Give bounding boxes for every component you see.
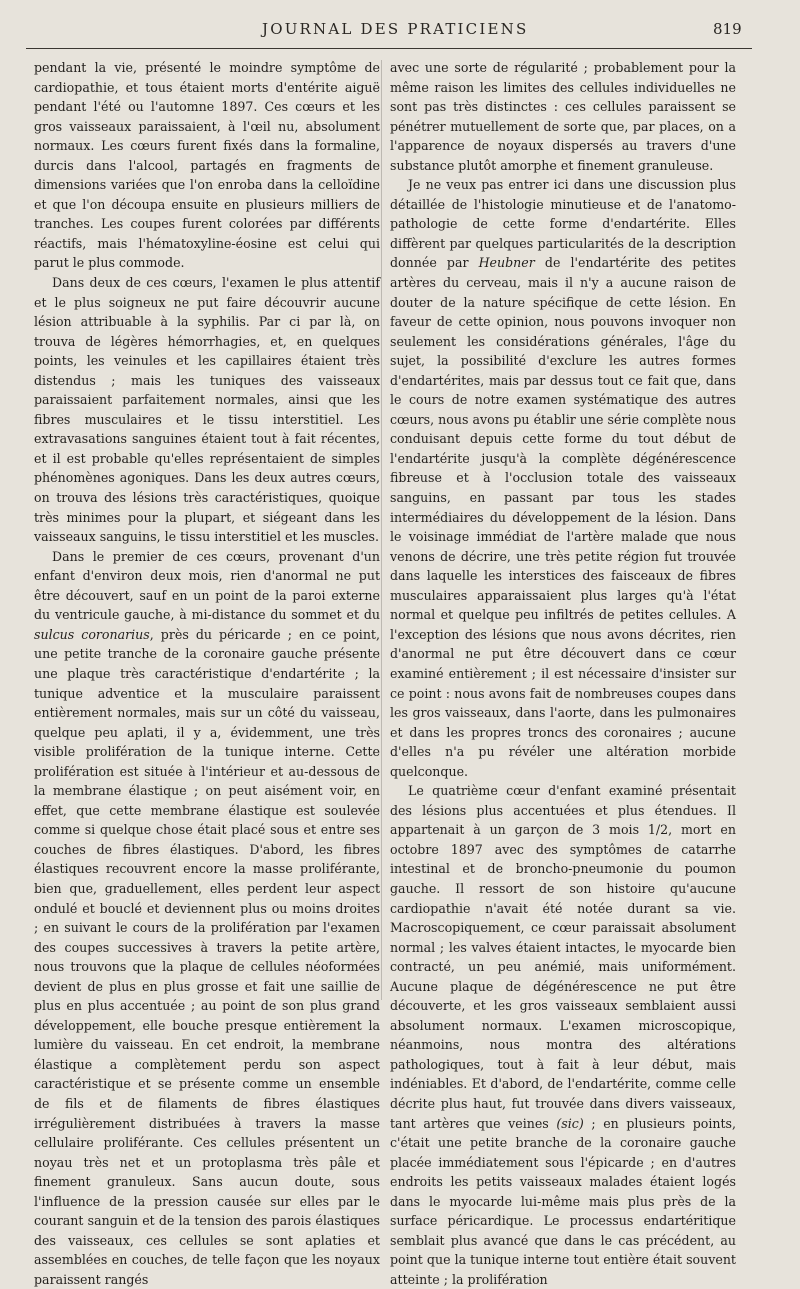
right-paragraph-2-text-a: Je ne veux pas entrer ici dans une discussion plus détaillée de l'histologie minutieuse et de l'anatomo-pathologie de cette forme d'endartérite. Elles diffèrent par quelques particularités de la description donnée par [390,177,736,271]
heubner-italic: Heubner [478,255,535,271]
left-paragraph-3-text-b: , près du péricarde ; en ce point, une petite tranche de la coronaire gauche présente une plaque très caractéristique d'endartérite ; la tunique adventice et la musculaire paraissent entièrement normales, mais sur un côté du vaisseau, quelque peu aplati, il y a, évidemment, une très visible prolifération de la tunique interne. Cette prolifération est située à l'intérieur et au-dessous de la membrane élastique ; on peut aisément voir, en effet, que cette membrane élastique est soulevée comme si quelque chose était placé sous et entre ses couches de fibres élastiques. D'abord, les fibres élastiques recouvrent encore la masse proliférante, bien que, graduellement, elles perdent leur aspect ondulé et bouclé et deviennent plus ou moins droites ; en suivant le cours de la prolifération par l'examen des coupes successives à travers la petite artère, nous trouvons que la plaque de cellules néoformées devient de plus en plus grosse et fait une saillie de plus en plus accentuée ; au point de son plus grand développement, elle bouche presque entièrement la lumière du vaisseau. En cet endroit, la membrane élastique a complètement perdu son aspect caractéristique et se présente comme un ensemble de fils et de filaments de fibres élastiques irrégulièrement distribuées à travers la masse cellulaire proliférante. Ces cellules présentent un noyau très net et un protoplasma très pâle et finement granuleux. Sans aucun doute, sous l'influence de la pression causée sur elles par le courant sanguin et de la tension des parois élastiques des vaisseaux, ces cellules se sont aplaties et assemblées en couches, de telle façon que les noyaux paraissent rangés [34,626,380,1287]
sic-italic: (sic) [556,1115,584,1131]
right-paragraph-2-text-b: de l'endartérite des petites artères du cerveau, mais il n'y a aucune raison de douter de la nature spécifique de cette lésion. En faveur de cette opinion, nous pouvons invoquer non seulement les considérations générales, l'âge du sujet, la possibilité d'exclure les autres formes d'endartérites, mais par dessus tout ce fait que, dans le cours de notre examen systématique des autres cœurs, nous avons pu établir une série complète nous conduisant depuis cette forme du tout début de l'endartérite jusqu'à la complète dégénérescence fibreuse et à l'occlusion totale des vaisseaux sanguins, en passant par tous les stades intermédiaires du développement de la lésion. Dans le voisinage immédiat de l'artère malade que nous venons de décrire, une très petite région fut trouvée dans laquelle les interstices des faisceaux de fibres musculaires apparaissaient plus larges qu'à l'état normal et quelque peu infiltrés de petites cellules. A l'exception des lésions que nous avons décrites, rien d'anormal ne put être découvert dans ce cœur examiné entièrement ; il est nécessaire d'insister sur ce point : nous avons fait de nombreuses coupes dans les gros vaisseaux, dans l'aorte, dans les pulmonaires et dans les propres troncs des coronaires ; aucune d'elles n'a pu révéler une altération morbide quelconque. [390,255,736,779]
left-paragraph-3-text-a: Dans le premier de ces cœurs, provenant d'un enfant d'environ deux mois, rien d'anormal ne put être découvert, sauf en un point de la paroi externe du ventricule gauche, à mi-distance du sommet et du [34,548,380,623]
right-paragraph-3 [390,781,736,1289]
column-divider [381,60,382,1000]
left-paragraph-2: Dans deux de ces cœurs, l'examen le plus attentif et le plus soigneux ne put faire découvrir aucune lésion attribuable à la syphilis. Par ci par là, on trouva de légères hémorrhagies, et, en quelques points, les veinules et les capillaires étaient très distendus ; mais les tuniques des vaisseaux paraissaient parfaitement normales, ainsi que les fibres musculaires et le tissu interstitiel. Les extravasations sanguines étaient tout à fait récentes, et il est probable qu'elles représentaient de simples phénomènes agoniques. Dans les deux autres cœurs, on trouva des lésions très caractéristiques, quoique très minimes pour la plupart, et siégeant dans les vaisseaux sanguins, le tissu interstitiel et les muscles. [34,275,380,545]
right-paragraph-1: avec une sorte de régularité ; probablement pour la même raison les limites des cellules individuelles ne sont pas très distinctes : ces cellules paraissent se pénétrer mutuellement de sorte que, par places, on a l'apparence de noyaux dispersés au travers d'une substance plutôt amorphe et finement granuleuse. [390,60,736,173]
right-paragraph-3-text-b: ; en plusieurs points, c'était une petite branche de la coronaire gauche placée immédiatement sous l'épicarde ; en d'autres endroits les petits vaisseaux malades étaient logés dans le myocarde lui-même mais plus près de la surface péricardique. Le processus endartéritique semblait plus avancé que dans le cas précédent, au point que la tunique interne tout entière était souvent atteinte ; la prolifération [390,1115,736,1287]
right-paragraph-3-text-a: Le quatrième cœur d'enfant examiné présentait des lésions plus accentuées et plus étendues. Il appartenait à un garçon de 3 mois 1/2, mort en octobre 1897 avec des symptômes de catarrhe intestinal et de broncho-pneumonie du poumon gauche. Il ressort de son histoire qu'aucune cardiopathie n'avait été notée durant sa vie. Macroscopiquement, ce cœur paraissait absolument normal ; les valves étaient intactes, le myocarde bien contracté, un peu anémié, mais uniformément. Aucune plaque de dégénérescence ne put être découverte, et les gros vaisseaux semblaient aussi absolument normaux. L'examen microscopique, néanmoins, nous montra des altérations pathologiques, tout à fait à leur début, mais indéniables. Et d'abord, de l'endartérite, comme celle décrite plus haut, fut trouvée dans divers vaisseaux, tant artères que veines [390,783,736,1131]
right-column [390,58,736,1289]
right-paragraph-2 [390,175,736,781]
header-rule [26,48,752,49]
sulcus-coronarius-italic: sulcus coronarius [34,626,150,642]
running-head [0,18,800,42]
left-paragraph-1: pendant la vie, présenté le moindre symptôme de cardiopathie, et tous étaient morts d'entérite aiguë pendant l'été ou l'automne 1897. Ces cœurs et les gros vaisseaux paraissaient, à l'œil nu, absolument normaux. Les cœurs furent fixés dans la formaline, durcis dans l'alcool, partagés en fragments de dimensions variées que l'on enroba dans la celloïdine et que l'on découpa ensuite en plusieurs milliers de tranches. Les coupes furent colorées par différents réactifs, mais l'hématoxyline-éosine est celui qui parut le plus commode. [34,60,380,271]
journal-title: JOURNAL DES PRATICIENS [262,20,529,38]
left-column [34,58,380,1289]
left-paragraph-3 [34,547,380,1289]
page-number: 819 [713,20,742,38]
